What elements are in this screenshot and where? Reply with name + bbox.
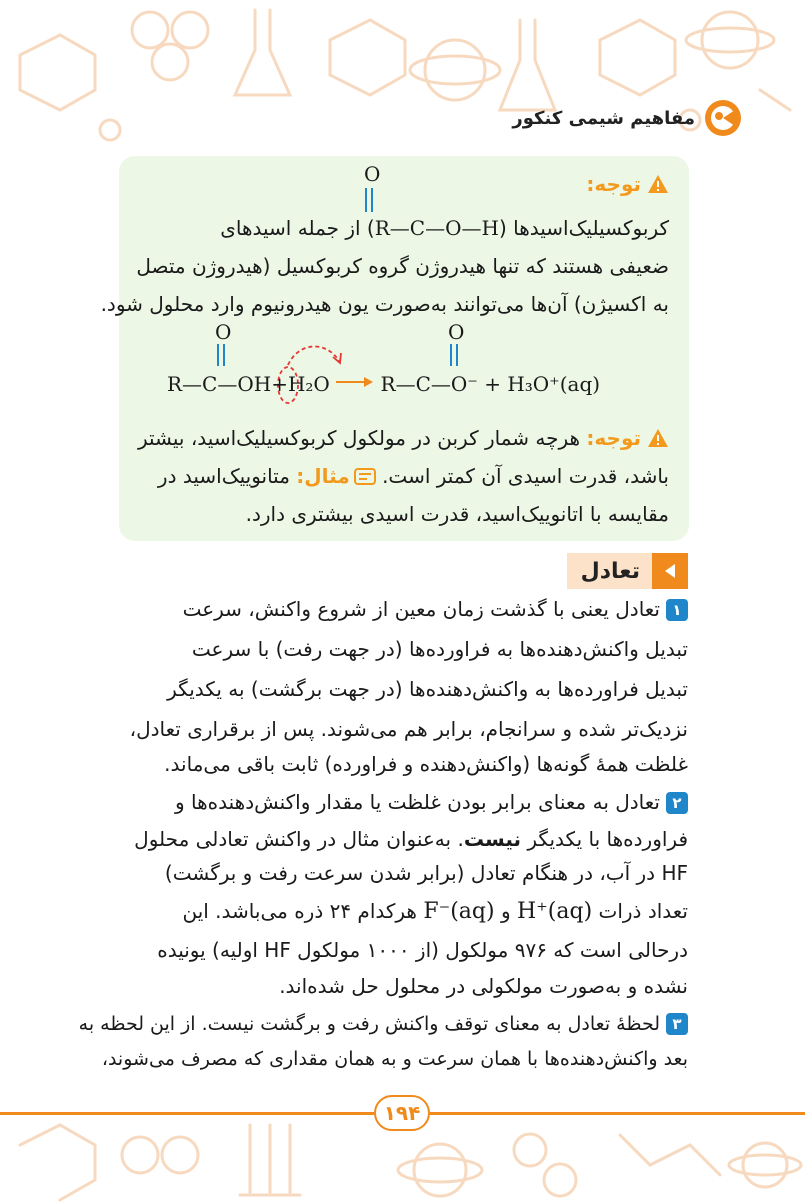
carboxylic-acid-formula: R—C—O—H [374, 216, 499, 240]
formula-oxygen-top: O [364, 162, 381, 186]
reaction-double-bond-left [215, 344, 227, 366]
footer-rule-left [0, 1112, 374, 1115]
paragraph-line: فراورده‌ها با یکدیگر نیست. به‌عنوان مثال در واکنش تعادلی محلول [134, 827, 688, 851]
paragraph-line: ۲تعادل به معنای برابر بودن غلظت یا مقدار واکنش‌دهنده‌ها و [175, 786, 688, 818]
reaction-double-bond-right [448, 344, 460, 366]
paragraph-line: نشده و به‌صورت مولکولی در محلول حل شده‌اند. [279, 974, 688, 998]
section-heading [567, 553, 688, 589]
item-number-badge: ۳ [666, 1013, 688, 1035]
paragraph-line: تبدیل فراورده‌ها به واکنش‌دهنده‌ها (در جهت برگشت) به یکدیگر [167, 677, 688, 701]
paragraph-line: ۱تعادل یعنی با گذشت زمان معین از شروع واکنش، سرعت [183, 593, 688, 625]
paragraph-line: ۳لحظهٔ تعادل به معنای توقف واکنش رفت و برگشت نیست. از این لحظه به [79, 1008, 688, 1040]
paragraph-line: درحالی است که ۹۷۶ مولکول (از ۱۰۰۰ مولکول HF اولیه) یونیده [157, 938, 688, 962]
note-box [100, 156, 689, 541]
page-header [512, 98, 743, 138]
chapter-logo-icon [703, 98, 743, 138]
note2-line-2: باشد، قدرت اسیدی آن کمتر است. مثال: متانوییک‌اسید در [157, 464, 669, 488]
paragraph-line: نزدیک‌تر شده و سرانجام، برابر هم می‌شوند. پس از برقراری تعادل، [129, 717, 688, 741]
item-number-badge: ۲ [666, 792, 688, 814]
paragraph-line: تبدیل واکنش‌دهنده‌ها به فراورده‌ها (در جهت رفت) با سرعت [191, 637, 688, 661]
paragraph-line: تعداد ذرات H⁺(aq) و F⁻(aq) هرکدام ۲۴ ذره می‌باشد. این [182, 895, 688, 928]
emphasis-text: نیست [463, 827, 522, 851]
formula-hydrogen-ion: H⁺(aq) [516, 899, 593, 924]
reaction-equation [167, 368, 600, 400]
note2-line-1: توجه: هرچه شمار کربن در مولکول کربوکسیلیک‌اسید، بیشتر [138, 422, 669, 454]
reaction-reactants: R—C—OH+H₂O [167, 372, 330, 396]
book-title: مفاهیم شیمی کنکور [512, 107, 695, 129]
section-arrow-icon [652, 553, 688, 589]
footer-rule-right [430, 1112, 805, 1115]
double-bond-mark [363, 188, 375, 212]
reaction-oxygen-right: O [448, 320, 465, 344]
reaction-oxygen-left: O [215, 320, 232, 344]
note-line-3: به اکسیژن) آن‌ها می‌توانند به‌صورت یون هیدرونیوم وارد محلول شود. [100, 292, 669, 316]
note-heading-1 [586, 168, 669, 200]
reaction-arrow-icon [336, 375, 374, 389]
note2-line-3: مقایسه با اتانوییک‌اسید، قدرت اسیدی بیشتری دارد. [245, 502, 669, 526]
paragraph-line: غلظت همهٔ گونه‌ها (واکنش‌دهنده و فراورده) ثابت باقی می‌ماند. [164, 752, 688, 776]
note2-label: توجه: [586, 426, 641, 450]
note-line-1: کربوکسیلیک‌اسیدها (R—C—O—H) از جمله اسیدهای [220, 212, 669, 244]
reaction-products: R—C—O⁻ + H₃O⁺(aq) [380, 372, 601, 396]
example-icon [354, 466, 376, 486]
note-line-2: ضعیفی هستند که تنها هیدروژن گروه کربوکسیل (هیدروژن متصل [136, 254, 669, 278]
section-title: تعادل [567, 553, 652, 589]
item-number-badge: ۱ [666, 599, 688, 621]
warning-icon [647, 174, 669, 194]
page-number: ۱۹۴ [374, 1095, 430, 1131]
note-label: توجه: [586, 172, 641, 196]
paragraph-line: HF در آب، در هنگام تعادل (برابر شدن سرعت رفت و برگشت) [164, 861, 688, 885]
example-label: مثال: [296, 464, 350, 488]
formula-fluoride-ion: F⁻(aq) [423, 899, 495, 924]
warning-icon [647, 428, 669, 448]
paragraph-line: بعد واکنش‌دهنده‌ها با همان سرعت و به همان مقداری که مصرف می‌شوند، [101, 1048, 688, 1070]
